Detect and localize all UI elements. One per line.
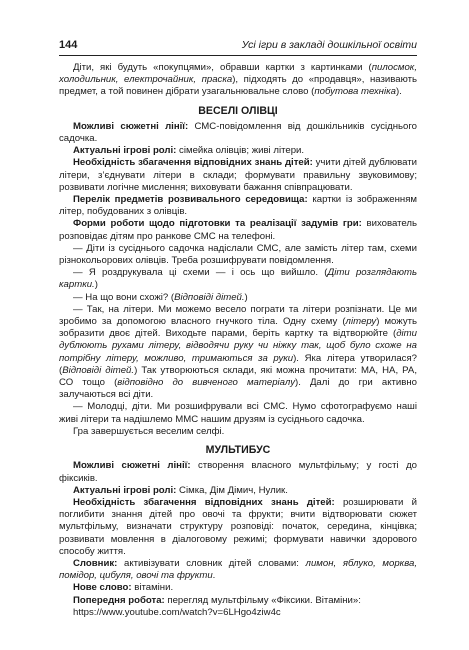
intro-paragraph: Діти, які будуть «покупцями», обравши картки з картинками (пилосмок, холодильник, електрочайник, праска), підходять до «продавця», називають предмет, а той повинен дібрати узагальнювальне слово (побутова техніка).	[59, 62, 417, 98]
page-content	[59, 62, 417, 619]
section-title-veseli-olivtsi: ВЕСЕЛІ ОЛІВЦІ	[198, 104, 278, 117]
dialogue-line: — Я роздрукувала ці схеми — і ось що вийшло. (Діти розглядають картки.)	[59, 267, 418, 291]
page-header	[59, 39, 417, 56]
plot-lines: Можливі сюжетні лінії: створення власного мультфільму; у гості до фіксиків.	[59, 460, 417, 484]
new-word: Нове слово: вітаміни.	[73, 582, 174, 594]
environment-items: Перелік предметів розвивального середовища: картки із зображенням літер, побудованих з олівців.	[59, 194, 417, 218]
dialogue-line: — Діти із сусіднього садочка надіслали СМС, але замість літер там, схеми різнокольорових олівців. Треба розшифрувати повідомлення.	[59, 242, 417, 267]
knowledge-goals: Необхідність збагачення відповідних знань дітей: учити дітей дублювати літери, з’єднувати літери в склади; формувати правильну звуковимову; розвивати логічне мислення; виховувати бажання співпрацювати.	[59, 157, 417, 193]
section-title-multybus: МУЛЬТИБУС	[205, 444, 271, 457]
knowledge-goals: Необхідність збагачення відповідних знань дітей: розширювати й поглибити знання дітей про овочі та фрукти; вчити відтворювати сюжет мультфільму, визначати структуру розповіді: початок, середина, кінцівка; розвивати мовлення в діалоговому режимі; формувати навички здорового способу життя.	[59, 496, 417, 557]
running-title: Усі ігри в закладі дошкільної освіти	[241, 39, 417, 51]
dialogue-line: — Так, на літери. Ми можемо весело пограти та літери розпізнати. Це ми зробимо за допомогою власного гнучкого тіла. Одну схему (літеру) можуть зобразити двоє дітей. Виходьте парами, беріть картку та відтворюйте (діти дублюють рухами літеру, відводячи руку чи ніжку так, щоб було схоже на потрібну літеру, можливо, тримаються за руки). Яка літера утворилася? (Відповіді дітей.) Так утворюються склади, які можна прочитати: МА, НА, РА, СО тощо (відповідно до вивченого матеріалу). Далі до гри активно залучаються всі діти.	[59, 303, 418, 401]
video-url: https://www.youtube.com/watch?v=6LHgo4ziw4c	[73, 606, 281, 618]
closing-line: Гра завершується веселим селфі.	[73, 425, 225, 437]
preliminary-work: Попередня робота: перегляд мультфільму «Фіксики. Вітаміни»:	[73, 594, 361, 606]
dialogue-line: — На що вони схожі? (Відповіді дітей.)	[73, 291, 248, 303]
work-forms: Форми роботи щодо підготовки та реалізації задумів гри: вихователь розповідає дітям про ранкове СМС на телефоні.	[59, 218, 417, 242]
vocabulary: Словник: активізувати словник дітей словами: лимон, яблуко, морква, помідор, цибуля, овочі та фрукти.	[59, 557, 418, 582]
game-roles: Актуальні ігрові ролі: Сімка, Дім Дімич, Нулик.	[73, 484, 288, 496]
dialogue-line: — Молодці, діти. Ми розшифрували всі СМС. Нумо сфотографуємо наші живі літери та надішлемо ММС нашим друзям із сусіднього садочка.	[59, 401, 417, 425]
plot-lines: Можливі сюжетні лінії: СМС-повідомлення від дошкільників сусіднього садочка.	[59, 120, 417, 145]
page-number: 144	[59, 39, 78, 51]
game-roles: Актуальні ігрові ролі: сімейка олівців; живі літери.	[73, 145, 305, 157]
